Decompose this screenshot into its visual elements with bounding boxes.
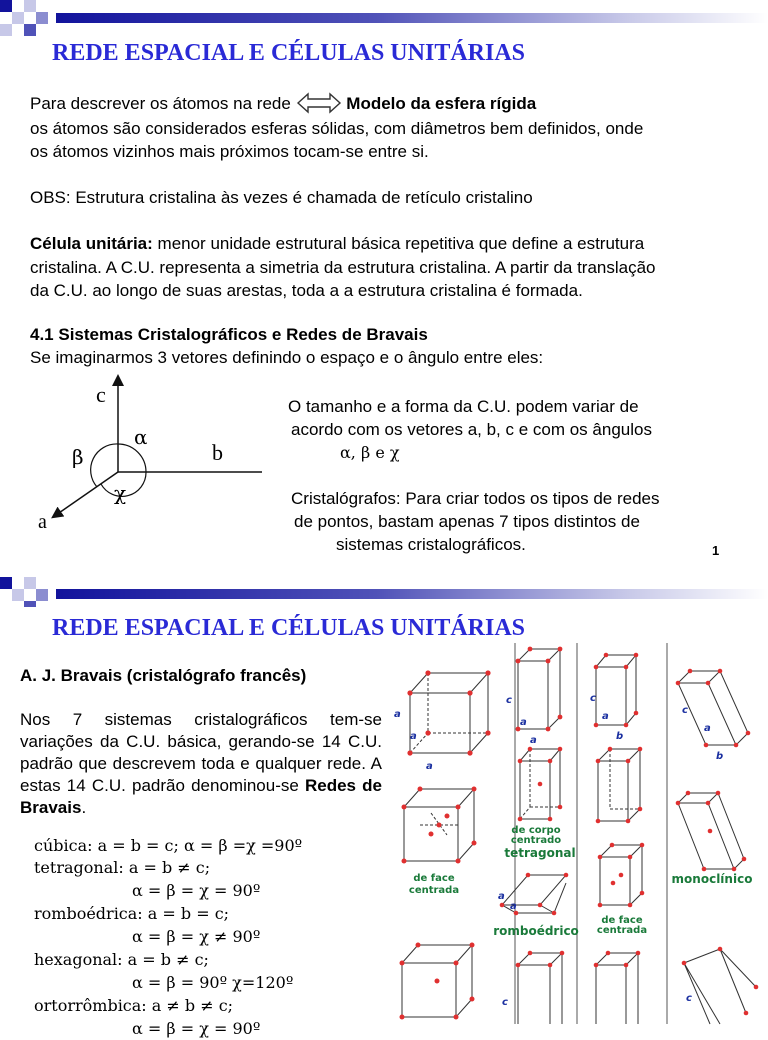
a-label: a bbox=[38, 511, 47, 533]
caption-body-centered-a: de corpo bbox=[511, 825, 561, 836]
system-name: hexagonal: a = b ≠ c; bbox=[34, 950, 209, 969]
beta-label: β bbox=[72, 445, 84, 469]
paragraph-bold: Redes de Bravais bbox=[20, 776, 383, 817]
section-subtitle: Se imaginarmos 3 vetores definindo o espaço e o ângulo entre eles: bbox=[30, 348, 544, 367]
caption-face-centered-1a: de face bbox=[413, 873, 455, 884]
cell-term: Célula unitária: bbox=[30, 234, 153, 253]
edge-label-c4: c bbox=[682, 705, 688, 716]
cryst-line-2: de pontos, bastam apenas 7 tipos distintos de bbox=[294, 512, 640, 531]
size-line-2: acordo com os vetores a, b, c e com os ângulos bbox=[291, 420, 652, 439]
paragraph-end: . bbox=[81, 798, 87, 817]
bravais-heading: A. J. Bravais (cristalógrafo francês) bbox=[20, 666, 307, 685]
section-heading: 4.1 Sistemas Cristalográficos e Redes de Bravais bbox=[30, 325, 428, 344]
intro-prefix: Para descrever os átomos na rede bbox=[30, 94, 291, 113]
intro-line-2: os átomos são considerados esferas sólidas, com diâmetros bem definidos, onde bbox=[30, 119, 644, 138]
edge-label-b1: b bbox=[616, 731, 624, 742]
edge-label-a9: a bbox=[704, 723, 711, 734]
orthorhombic-cell-bottom bbox=[596, 953, 638, 1024]
orthorhombic-cell-partial bbox=[518, 953, 562, 1024]
orthorhombic-body-points bbox=[596, 747, 643, 824]
page-number: 1 bbox=[712, 543, 720, 558]
cell-line-2: cristalina. A C.U. representa a simetria da estrutura cristalina. A partir da translação bbox=[30, 258, 656, 277]
edge-label-a8: a bbox=[602, 711, 609, 722]
cubic-simple-points bbox=[407, 670, 490, 755]
intro-model: Modelo da esfera rígida bbox=[346, 94, 537, 113]
edge-label-a6: a bbox=[498, 891, 505, 902]
b-label: b bbox=[212, 440, 223, 465]
system-angles: α = β = χ = 90º bbox=[132, 1019, 261, 1038]
edge-label-a5: a bbox=[530, 735, 537, 746]
double-arrow-icon bbox=[296, 92, 342, 114]
caption-rhombohedral: romboédrico bbox=[493, 924, 579, 938]
system-name: cúbica: a = b = c; α = β =χ =90º bbox=[34, 836, 303, 855]
caption-face-centered-2b: centrada bbox=[596, 925, 648, 936]
edge-label-b2: b bbox=[716, 751, 724, 762]
edge-label-a3: a bbox=[426, 761, 433, 772]
paragraph-text: Nos 7 sistemas cristalográficos tem-se variações da C.U. básica, gerando-se 14 C.U. padrão que descrevem toda e qualquer rede. A estas 14 C.U. padrão denominou-se bbox=[20, 710, 382, 795]
triclinic-points bbox=[682, 947, 759, 1016]
system-angles: α = β = χ = 90º bbox=[132, 881, 261, 900]
orthorhombic-body-cell bbox=[598, 749, 640, 821]
tetragonal-body-points bbox=[518, 747, 563, 822]
cubic-face-points bbox=[402, 787, 477, 864]
size-line-3: α, β e χ bbox=[340, 443, 400, 462]
system-name: ortorrômbica: a ≠ b ≠ c; bbox=[34, 996, 234, 1015]
orthorhombic-points bbox=[594, 653, 639, 728]
edge-label-c2: c bbox=[502, 997, 508, 1008]
bravais-paragraph bbox=[20, 709, 382, 819]
cryst-line-1: Cristalógrafos: Para criar todos os tipos de redes bbox=[291, 489, 660, 508]
intro-line-1 bbox=[30, 92, 536, 115]
header-decoration bbox=[0, 567, 768, 607]
edge-label-a1: a bbox=[394, 709, 401, 720]
slide-2 bbox=[0, 567, 768, 1038]
system-name: tetragonal: a = b ≠ c; bbox=[34, 858, 211, 877]
caption-body-centered-b: centrado bbox=[510, 835, 562, 846]
caption-tetragonal: tetragonal bbox=[504, 846, 576, 860]
cell-line-1 bbox=[30, 232, 644, 255]
edge-label-a7: a bbox=[510, 901, 517, 912]
slide-title: REDE ESPACIAL E CÉLULAS UNITÁRIAS bbox=[52, 615, 526, 641]
size-line-1: O tamanho e a forma da C.U. podem variar de bbox=[288, 397, 639, 416]
caption-face-centered-1b: centrada bbox=[408, 885, 460, 896]
cryst-line-3: sistemas cristalográficos. bbox=[336, 535, 526, 554]
obs-line: OBS: Estrutura cristalina às vezes é chamada de retículo cristalino bbox=[30, 188, 533, 207]
monoclinic-cell bbox=[678, 671, 748, 745]
cell-line-3: da C.U. ao longo de suas arestas, toda a a estrutura cristalina é formada. bbox=[30, 281, 583, 300]
cubic-simple-cell bbox=[410, 673, 488, 753]
cubic-body-points bbox=[400, 943, 475, 1020]
edge-label-a4: a bbox=[520, 717, 527, 728]
edge-label-c5: c bbox=[686, 993, 692, 1004]
bravais-lattices-figure bbox=[390, 643, 768, 1024]
header-decoration bbox=[0, 0, 768, 40]
caption-face-centered-2a: de face bbox=[601, 915, 643, 926]
edge-label-c1: c bbox=[506, 695, 512, 706]
edge-label-a2: a bbox=[410, 731, 417, 742]
lattice-vectors-diagram bbox=[30, 372, 270, 532]
edge-label-c3: c bbox=[590, 693, 596, 704]
alpha-label: α bbox=[134, 425, 148, 449]
a-vector bbox=[56, 472, 118, 515]
system-angles: α = β = χ ≠ 90º bbox=[132, 927, 261, 946]
c-label: c bbox=[96, 382, 106, 407]
system-name: romboédrica: a = b = c; bbox=[34, 904, 230, 923]
intro-line-3: os átomos vizinhos mais próximos tocam-se entre si. bbox=[30, 142, 429, 161]
slide-title: REDE ESPACIAL E CÉLULAS UNITÁRIAS bbox=[52, 40, 526, 66]
system-angles: α = β = 90º χ=120º bbox=[132, 973, 294, 992]
chi-label: χ bbox=[114, 481, 127, 505]
cell-def: menor unidade estrutural básica repetitiva que define a estrutura bbox=[152, 234, 645, 253]
caption-monoclinic: monoclínico bbox=[671, 872, 753, 886]
